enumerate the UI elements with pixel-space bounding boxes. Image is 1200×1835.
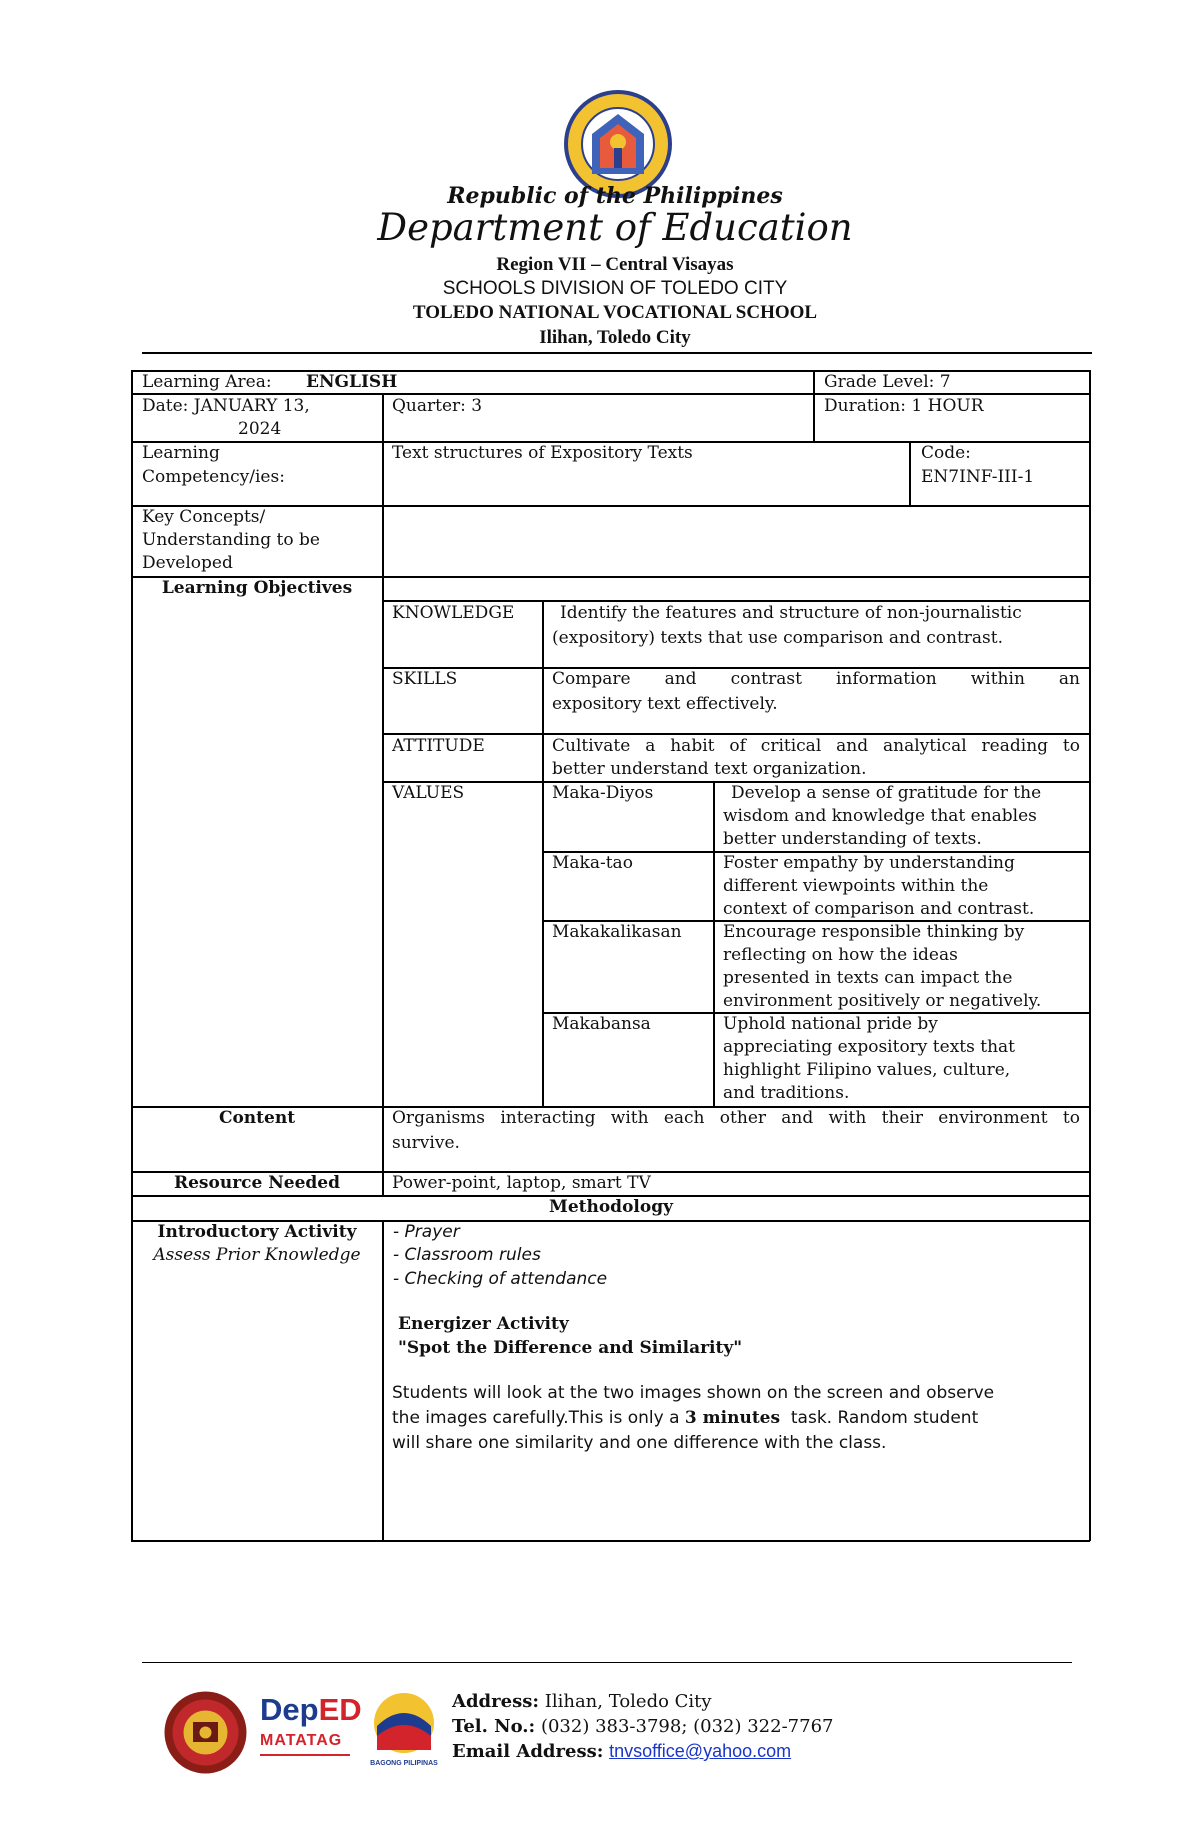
- value-desc-line: and traditions.: [723, 1083, 850, 1103]
- learning-area-value: ENGLISH: [306, 372, 398, 392]
- grade-level: Grade Level: 7: [824, 372, 951, 392]
- code-value: EN7INF-III-1: [921, 467, 1035, 487]
- introductory-activity-label: Introductory Activity: [157, 1222, 357, 1242]
- footer-divider: [142, 1662, 1072, 1663]
- resource-label: Resource Needed: [173, 1173, 340, 1193]
- value-desc-line: Encourage responsible thinking by: [723, 922, 1025, 942]
- competency-value: Text structures of Expository Texts: [392, 443, 693, 463]
- key-concepts-label-1: Key Concepts/: [142, 507, 266, 527]
- value-name-maka-diyos: Maka-Diyos: [552, 783, 654, 803]
- values-label: VALUES: [392, 783, 465, 803]
- quarter: Quarter: 3: [392, 396, 483, 416]
- assess-prior-knowledge: Assess Prior Knowledge: [153, 1245, 361, 1265]
- header-school: TOLEDO NATIONAL VOCATIONAL SCHOOL: [412, 302, 818, 323]
- footer-tel: Tel. No.: (032) 383-3798; (032) 322-7767: [452, 1716, 834, 1737]
- bagong-pilipinas-logo: BAGONG PILIPINAS: [363, 1690, 445, 1780]
- content-label: Content: [218, 1108, 296, 1128]
- skills-text-2: expository text effectively.: [552, 694, 778, 714]
- energizer-desc-3: will share one similarity and one difference with the class.: [392, 1433, 887, 1453]
- value-name-maka-tao: Maka-tao: [552, 853, 633, 873]
- value-desc-line: environment positively or negatively.: [723, 991, 1042, 1011]
- resource-value: Power-point, laptop, smart TV: [392, 1173, 651, 1193]
- energizer-desc-2: the images carefully.This is only a 3 minutes task. Random student: [392, 1408, 979, 1428]
- value-desc-line: context of comparison and contrast.: [723, 899, 1035, 919]
- methodology-heading: Methodology: [549, 1197, 673, 1217]
- knowledge-text-1: Identify the features and structure of non-journalistic: [560, 603, 1022, 623]
- deped-matatag-logo: DepED MATATAG: [260, 1692, 360, 1772]
- date-line-1: Date: JANUARY 13,: [142, 396, 310, 416]
- knowledge-label: KNOWLEDGE: [392, 603, 515, 623]
- competency-label-1: Learning: [142, 443, 220, 463]
- header-republic: Republic of the Philippines: [447, 183, 783, 209]
- duration: Duration: 1 HOUR: [824, 396, 984, 416]
- school-seal-logo: [163, 1690, 248, 1775]
- value-desc-line: Develop a sense of gratitude for the: [731, 783, 1042, 803]
- value-desc-line: highlight Filipino values, culture,: [723, 1060, 1011, 1080]
- learning-area-label: Learning Area:: [142, 372, 272, 392]
- header-region: Region VII – Central Visayas: [496, 254, 734, 275]
- key-concepts-label-3: Developed: [142, 553, 233, 573]
- header-address: Ilihan, Toledo City: [539, 327, 691, 348]
- energizer-title: Energizer Activity: [398, 1314, 569, 1334]
- attitude-text-2: better understand text organization.: [552, 759, 867, 779]
- skills-text-1: Compare and contrast information within an: [552, 669, 1080, 689]
- value-desc-line: Uphold national pride by: [723, 1014, 938, 1034]
- value-name-makabansa: Makabansa: [552, 1014, 651, 1034]
- content-text-2: survive.: [392, 1133, 460, 1153]
- value-desc-line: appreciating expository texts that: [723, 1037, 1015, 1057]
- key-concepts-label-2: Understanding to be: [142, 530, 320, 550]
- competency-label-2: Competency/ies:: [142, 467, 285, 487]
- attitude-label: ATTITUDE: [392, 736, 485, 756]
- code-label: Code:: [921, 443, 971, 463]
- energizer-name: "Spot the Difference and Similarity": [398, 1338, 743, 1358]
- value-desc-line: reflecting on how the ideas: [723, 945, 958, 965]
- learning-objectives-heading: Learning Objectives: [161, 578, 353, 598]
- energizer-desc-1: Students will look at the two images shown on the screen and observe: [392, 1383, 995, 1403]
- email-link[interactable]: tnvsoffice@yahoo.com: [609, 1741, 792, 1761]
- header-division: SCHOOLS DIVISION OF TOLEDO CITY: [442, 278, 788, 299]
- date-line-2: 2024: [238, 419, 282, 439]
- skills-label: SKILLS: [392, 669, 458, 689]
- method-item-attendance: - Checking of attendance: [393, 1269, 608, 1289]
- footer-email: Email Address: tnvsoffice@yahoo.com: [452, 1741, 792, 1762]
- header-department: Department of Education: [377, 206, 853, 249]
- attitude-text-1: Cultivate a habit of critical and analytical reading to: [552, 736, 1080, 756]
- method-item-classroom-rules: - Classroom rules: [393, 1245, 541, 1265]
- method-item-prayer: - Prayer: [393, 1222, 460, 1242]
- value-desc-line: different viewpoints within the: [723, 876, 989, 896]
- footer-address: Address: Ilihan, Toledo City: [452, 1691, 712, 1712]
- value-desc-line: presented in texts can impact the: [723, 968, 1013, 988]
- knowledge-text-2: (expository) texts that use comparison and contrast.: [552, 628, 1004, 648]
- value-name-makakalikasan: Makakalikasan: [552, 922, 682, 942]
- value-desc-line: Foster empathy by understanding: [723, 853, 1015, 873]
- content-text-1: Organisms interacting with each other and with their environment to: [392, 1108, 1080, 1128]
- value-desc-line: better understanding of texts.: [723, 829, 982, 849]
- value-desc-line: wisdom and knowledge that enables: [723, 806, 1037, 826]
